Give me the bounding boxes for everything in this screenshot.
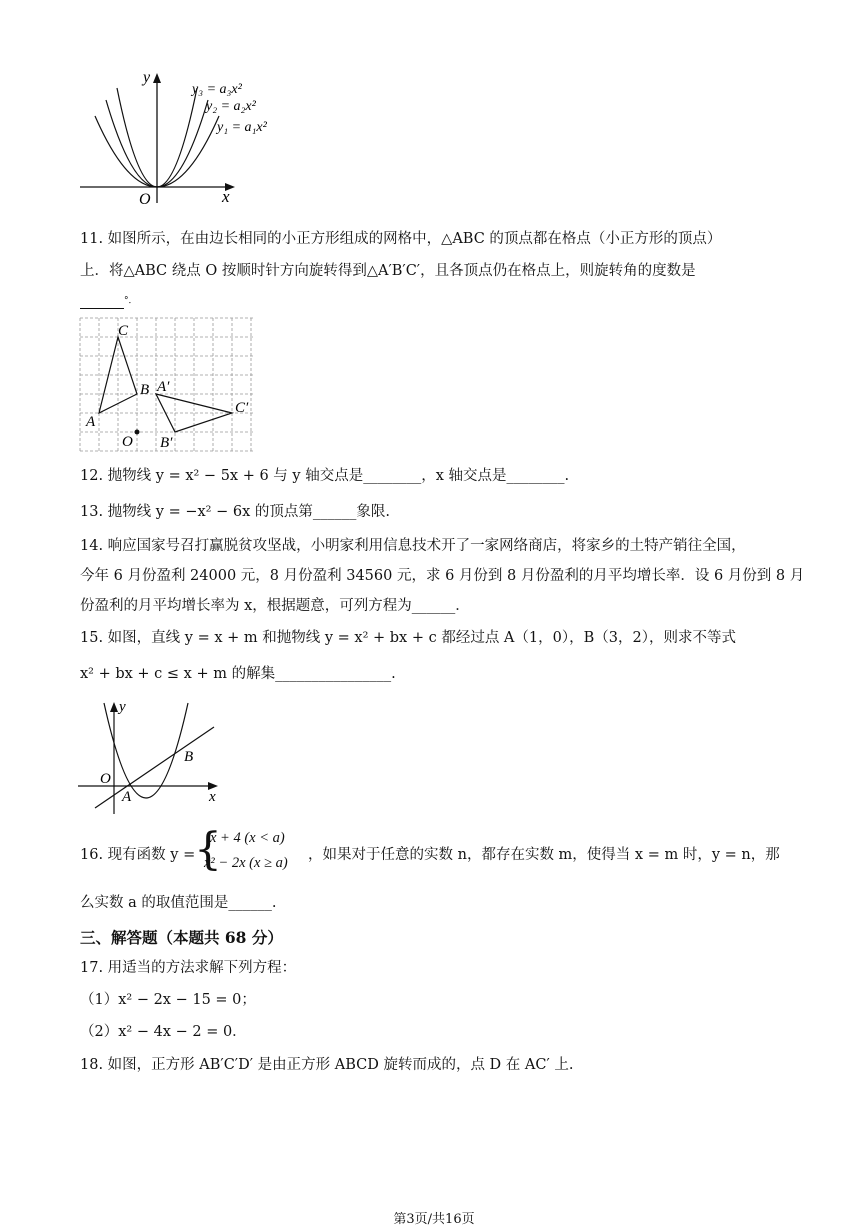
x-axis-label: x bbox=[222, 187, 230, 206]
label-C: C bbox=[118, 323, 129, 339]
q16-line2: 么实数 a 的取值范围是______. bbox=[80, 895, 277, 911]
fig15-x-label: x bbox=[209, 789, 216, 805]
q11-answer-blank[interactable] bbox=[80, 294, 124, 309]
label-O: O bbox=[122, 434, 133, 450]
label-A-prime: A′ bbox=[157, 379, 170, 395]
q16-case2: x² − 2x (x ≥ a) bbox=[204, 855, 288, 871]
q17-stem: 17. 用适当的方法求解下列方程： bbox=[80, 960, 297, 976]
q11-suffix: °． bbox=[124, 296, 138, 306]
q11-line1: 11. 如图所示，在由边长相同的小正方形组成的网格中，△ABC 的顶点都在格点（小正方形的顶点） bbox=[80, 231, 722, 247]
curve3-label: y₃ = a₃x² bbox=[192, 82, 242, 97]
fig15-B-label: B bbox=[184, 749, 194, 765]
label-B: B bbox=[140, 382, 150, 398]
label-B-prime: B′ bbox=[160, 435, 173, 451]
q12-text: 12. 抛物线 y = x² − 5x + 6 与 y 轴交点是________，x 轴交点是________. bbox=[80, 468, 570, 484]
q14-line1: 14. 响应国家号召打赢脱贫攻坚战，小明家利用信息技术开了一家网络商店，将家乡的土特产销往全国， bbox=[80, 538, 746, 554]
q14-line2: 今年 6 月份盈利 24000 元，8 月份盈利 34560 元，求 6 月份到 8 月份盈利的月平均增长率．设 6 月份到 8 月 bbox=[80, 568, 805, 584]
curve1-label: y₁ = a₁x² bbox=[217, 120, 267, 135]
line-parabola-figure bbox=[78, 698, 228, 818]
q14-line3: 份盈利的月平均增长率为 x，根据题意，可列方程为______． bbox=[80, 598, 470, 614]
q18-text: 18. 如图，正方形 AB′C′D′ 是由正方形 ABCD 旋转而成的，点 D 在 AC′ 上. bbox=[80, 1057, 574, 1073]
page-number: 第3页/共16页 bbox=[393, 1212, 475, 1227]
fig15-A-label: A bbox=[122, 789, 132, 805]
q16-prefix: 16. 现有函数 y = bbox=[80, 847, 196, 863]
y-axis-label: y bbox=[143, 69, 151, 86]
q15-line2: x² + bx + c ≤ x + m 的解集________________. bbox=[80, 666, 396, 682]
q17-part2: （2）x² − 4x − 2 = 0． bbox=[80, 1024, 247, 1040]
q16-suffix: ，如果对于任意的实数 n，都存在实数 m，使得当 x = m 时，y = n，那 bbox=[308, 847, 780, 863]
section-title: 三、解答题（本题共 68 分） bbox=[80, 928, 283, 947]
q13-text: 13. 抛物线 y = −x² − 6x 的顶点第______象限. bbox=[80, 504, 390, 520]
q16-brace: { bbox=[194, 824, 222, 875]
q15-line1: 15. 如图，直线 y = x + m 和抛物线 y = x² + bx + c 都经过点 A（1，0），B（3，2），则求不等式 bbox=[80, 630, 736, 646]
rotation-grid-figure bbox=[78, 316, 258, 456]
q17-part1: （1）x² − 2x − 15 = 0； bbox=[80, 992, 256, 1008]
q11-line3 bbox=[80, 291, 138, 315]
q16-case1: x + 4 (x < a) bbox=[210, 830, 285, 846]
curve2-label: y₂ = a₂x² bbox=[206, 99, 256, 114]
q11-line2: 上．将△ABC 绕点 O 按顺时针方向旋转得到△A′B′C′，且各顶点仍在格点上，则旋转角的度数是 bbox=[80, 263, 696, 279]
parabolas-figure bbox=[75, 68, 285, 208]
label-C-prime: C′ bbox=[235, 400, 249, 416]
origin-label: O bbox=[139, 191, 151, 208]
label-A: A bbox=[86, 414, 96, 430]
fig15-y-label: y bbox=[119, 699, 126, 715]
fig15-origin-label: O bbox=[100, 771, 111, 787]
